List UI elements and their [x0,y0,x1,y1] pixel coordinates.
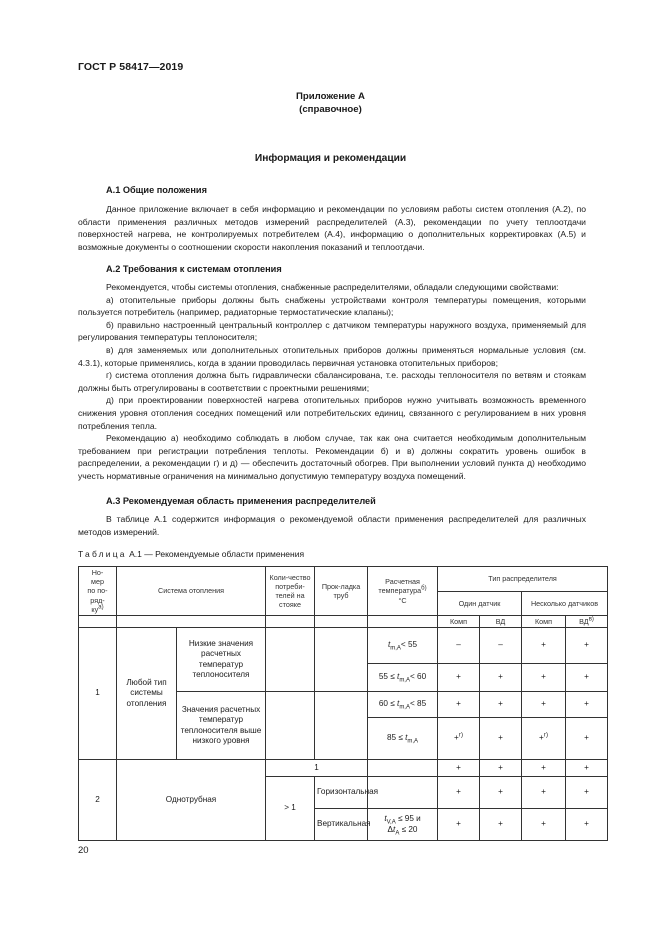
paragraph: а) отопительные приборы должны быть снабжены устройствами контроля температуры помещения, которыми пользуется потребитель (например, радиаторные термостатические клапаны); [78,294,586,318]
cell-mark: + [480,692,522,718]
row-temperature [368,760,438,777]
table-caption-text: А.1 — Рекомендуемые области применения [126,549,305,559]
row-subsystem-high: Значения расчетных температур теплоносителя выше низкого уровня [177,692,266,760]
paragraph: б) правильно настроенный центральный контроллер с датчиком температуры наружного воздуха, применяемый для регулирования температуры теплоносителя; [78,319,586,343]
header-system: Система отопления [117,567,266,616]
row-count [266,628,315,692]
cell-mark: + [566,777,608,809]
table-caption [78,549,304,559]
header-piping: Прок-ладка труб [315,567,368,616]
row-piping: Горизонтальная [315,777,368,809]
header-blank [79,616,117,628]
section-heading-a2: А.2 Требования к системам отопления [106,264,282,274]
header-blank [315,616,368,628]
paragraph: Рекомендуется, чтобы системы отопления, снабженные распределителями, обладали следующими свойствами: [106,282,559,292]
section-a1-text [78,203,586,253]
cell-mark: + [522,692,566,718]
section-a3-text [78,513,586,538]
header-number: Но- мер по по- ряд- $ку^{а)}$ [79,567,117,616]
row-count: 1 [266,760,368,777]
cell-mark: + [438,809,480,841]
row-count: > 1 [266,777,315,841]
cell-mark: – [480,628,522,664]
header-blank [117,616,266,628]
cell-mark: + [522,809,566,841]
cell-mark: + [566,760,608,777]
cell-mark: +$^{г)}$ [522,718,566,760]
row-temperature [368,777,438,809]
cell-mark: +$^{г)}$ [438,718,480,760]
cell-mark: + [566,718,608,760]
cell-mark: + [566,628,608,664]
row-piping: Вертикальная [315,809,368,841]
row-temperature: $55 \le t_{m,A}< 60$ [368,664,438,692]
cell-mark: – [438,628,480,664]
appendix-subtitle: (справочное) [299,104,362,115]
cell-mark: + [480,809,522,841]
row-system: Любой тип системы отопления [117,628,177,760]
header-komp-1: Комп [438,616,480,628]
row-subsystem-low: Низкие значения расчетных температур теплоносителя [177,628,266,692]
cell-mark: + [438,664,480,692]
row-temperature: $t_{m,A}< 55$ [368,628,438,664]
table-row [79,760,608,777]
paragraph: г) система отопления должна быть гидравлически сбалансирована, т.е. расходы теплоносителя по ветвям и стоякам должны быть отрегулированы в соответствии с проектными решениями; [78,370,586,393]
row-temperature: $t_{V,A} \le 95$ и $\Delta t_A \le 20$ [368,809,438,841]
cell-mark: + [438,760,480,777]
header-blank [266,616,315,628]
cell-mark: + [522,628,566,664]
header-multi-sensor: Несколько датчиков [522,591,608,616]
header-design-temperature: Расчетная температура$^{б)}$ °С [368,567,438,616]
section-heading-a3: А.3 Рекомендуемая область применения распределителей [106,496,376,506]
document-header: ГОСТ Р 58417—2019 [78,61,184,73]
header-blank [368,616,438,628]
applications-table [78,566,608,841]
paragraph: д) при проектировании поверхностей нагрева отопительных приборов нужно учитывать возможность временного снижения уровня отопления соседних помещений или потребительских единиц, связанного с регулированием в них уровня потребления тепла. [78,395,586,431]
header-vd-2: $ВД^{в)}$ [566,616,608,628]
cell-mark: + [566,692,608,718]
header-vd-1: ВД [480,616,522,628]
cell-mark: + [480,664,522,692]
cell-mark: + [480,777,522,809]
row-system: Однотрубная [117,760,266,841]
paragraph: Рекомендацию а) необходимо соблюдать в любом случае, так как она считается необходимым дополнительным требованием при регистрации потребления теплоты. Рекомендации б) и в) должны сократить уровень ошибок в распределении, а рекомендации г) и д) — обеспечить достаточный обогрев. При выполнении условий пункта д) необходимо учесть нормативные ограничения на минимально допустимую температуру воздуха помещений. [78,433,586,481]
section-heading-a1: А.1 Общие положения [106,185,207,195]
cell-mark: + [522,760,566,777]
table-caption-prefix: Таблица [78,549,127,559]
row-number: 2 [79,760,117,841]
table-row [79,628,608,664]
page-title: Информация и рекомендации [254,153,407,164]
cell-mark: + [522,664,566,692]
cell-mark: + [438,777,480,809]
cell-mark: + [438,692,480,718]
cell-mark: + [480,760,522,777]
header-distributor-type: Тип распределителя [438,567,608,592]
page-number: 20 [78,845,89,856]
cell-mark: + [566,664,608,692]
header-consumer-count: Коли-чество потреби-телей на стояке [266,567,315,616]
paragraph: Данное приложение включает в себя информацию и рекомендации по условиям работы систем отопления (А.2), по области применения различных методов измерений распределителей (А.3), рекомендации по учету теплоотдачи поверхностей нагрева, не контролируемых потребителем (А.4), информацию о дополнительных корректировках (А.5) и возможные документы о соотношении скорости накопления показаний и теплоотдачи. [78,204,586,252]
appendix-title: Приложение А [296,91,365,102]
row-piping [315,692,368,760]
cell-mark: + [480,718,522,760]
paragraph: В таблице А.1 содержится информация о рекомендуемой области применения распределителей для различных методов измерений. [78,514,586,537]
row-temperature: $60 \le t_{m,A}< 85$ [368,692,438,718]
cell-mark: + [566,809,608,841]
row-count [266,692,315,760]
paragraph: в) для заменяемых или дополнительных отопительных приборов должны применяться нормальные условия (см. 4.3.1), которые применялись, когда в здании проводилась первичная установка отопительных приборов; [78,344,586,368]
cell-mark: + [522,777,566,809]
header-komp-2: Комп [522,616,566,628]
row-temperature: $85 \le t_{m,A}$ [368,718,438,760]
row-piping [315,628,368,692]
section-a2-text [78,281,586,483]
row-number: 1 [79,628,117,760]
header-one-sensor: Один датчик [438,591,522,616]
